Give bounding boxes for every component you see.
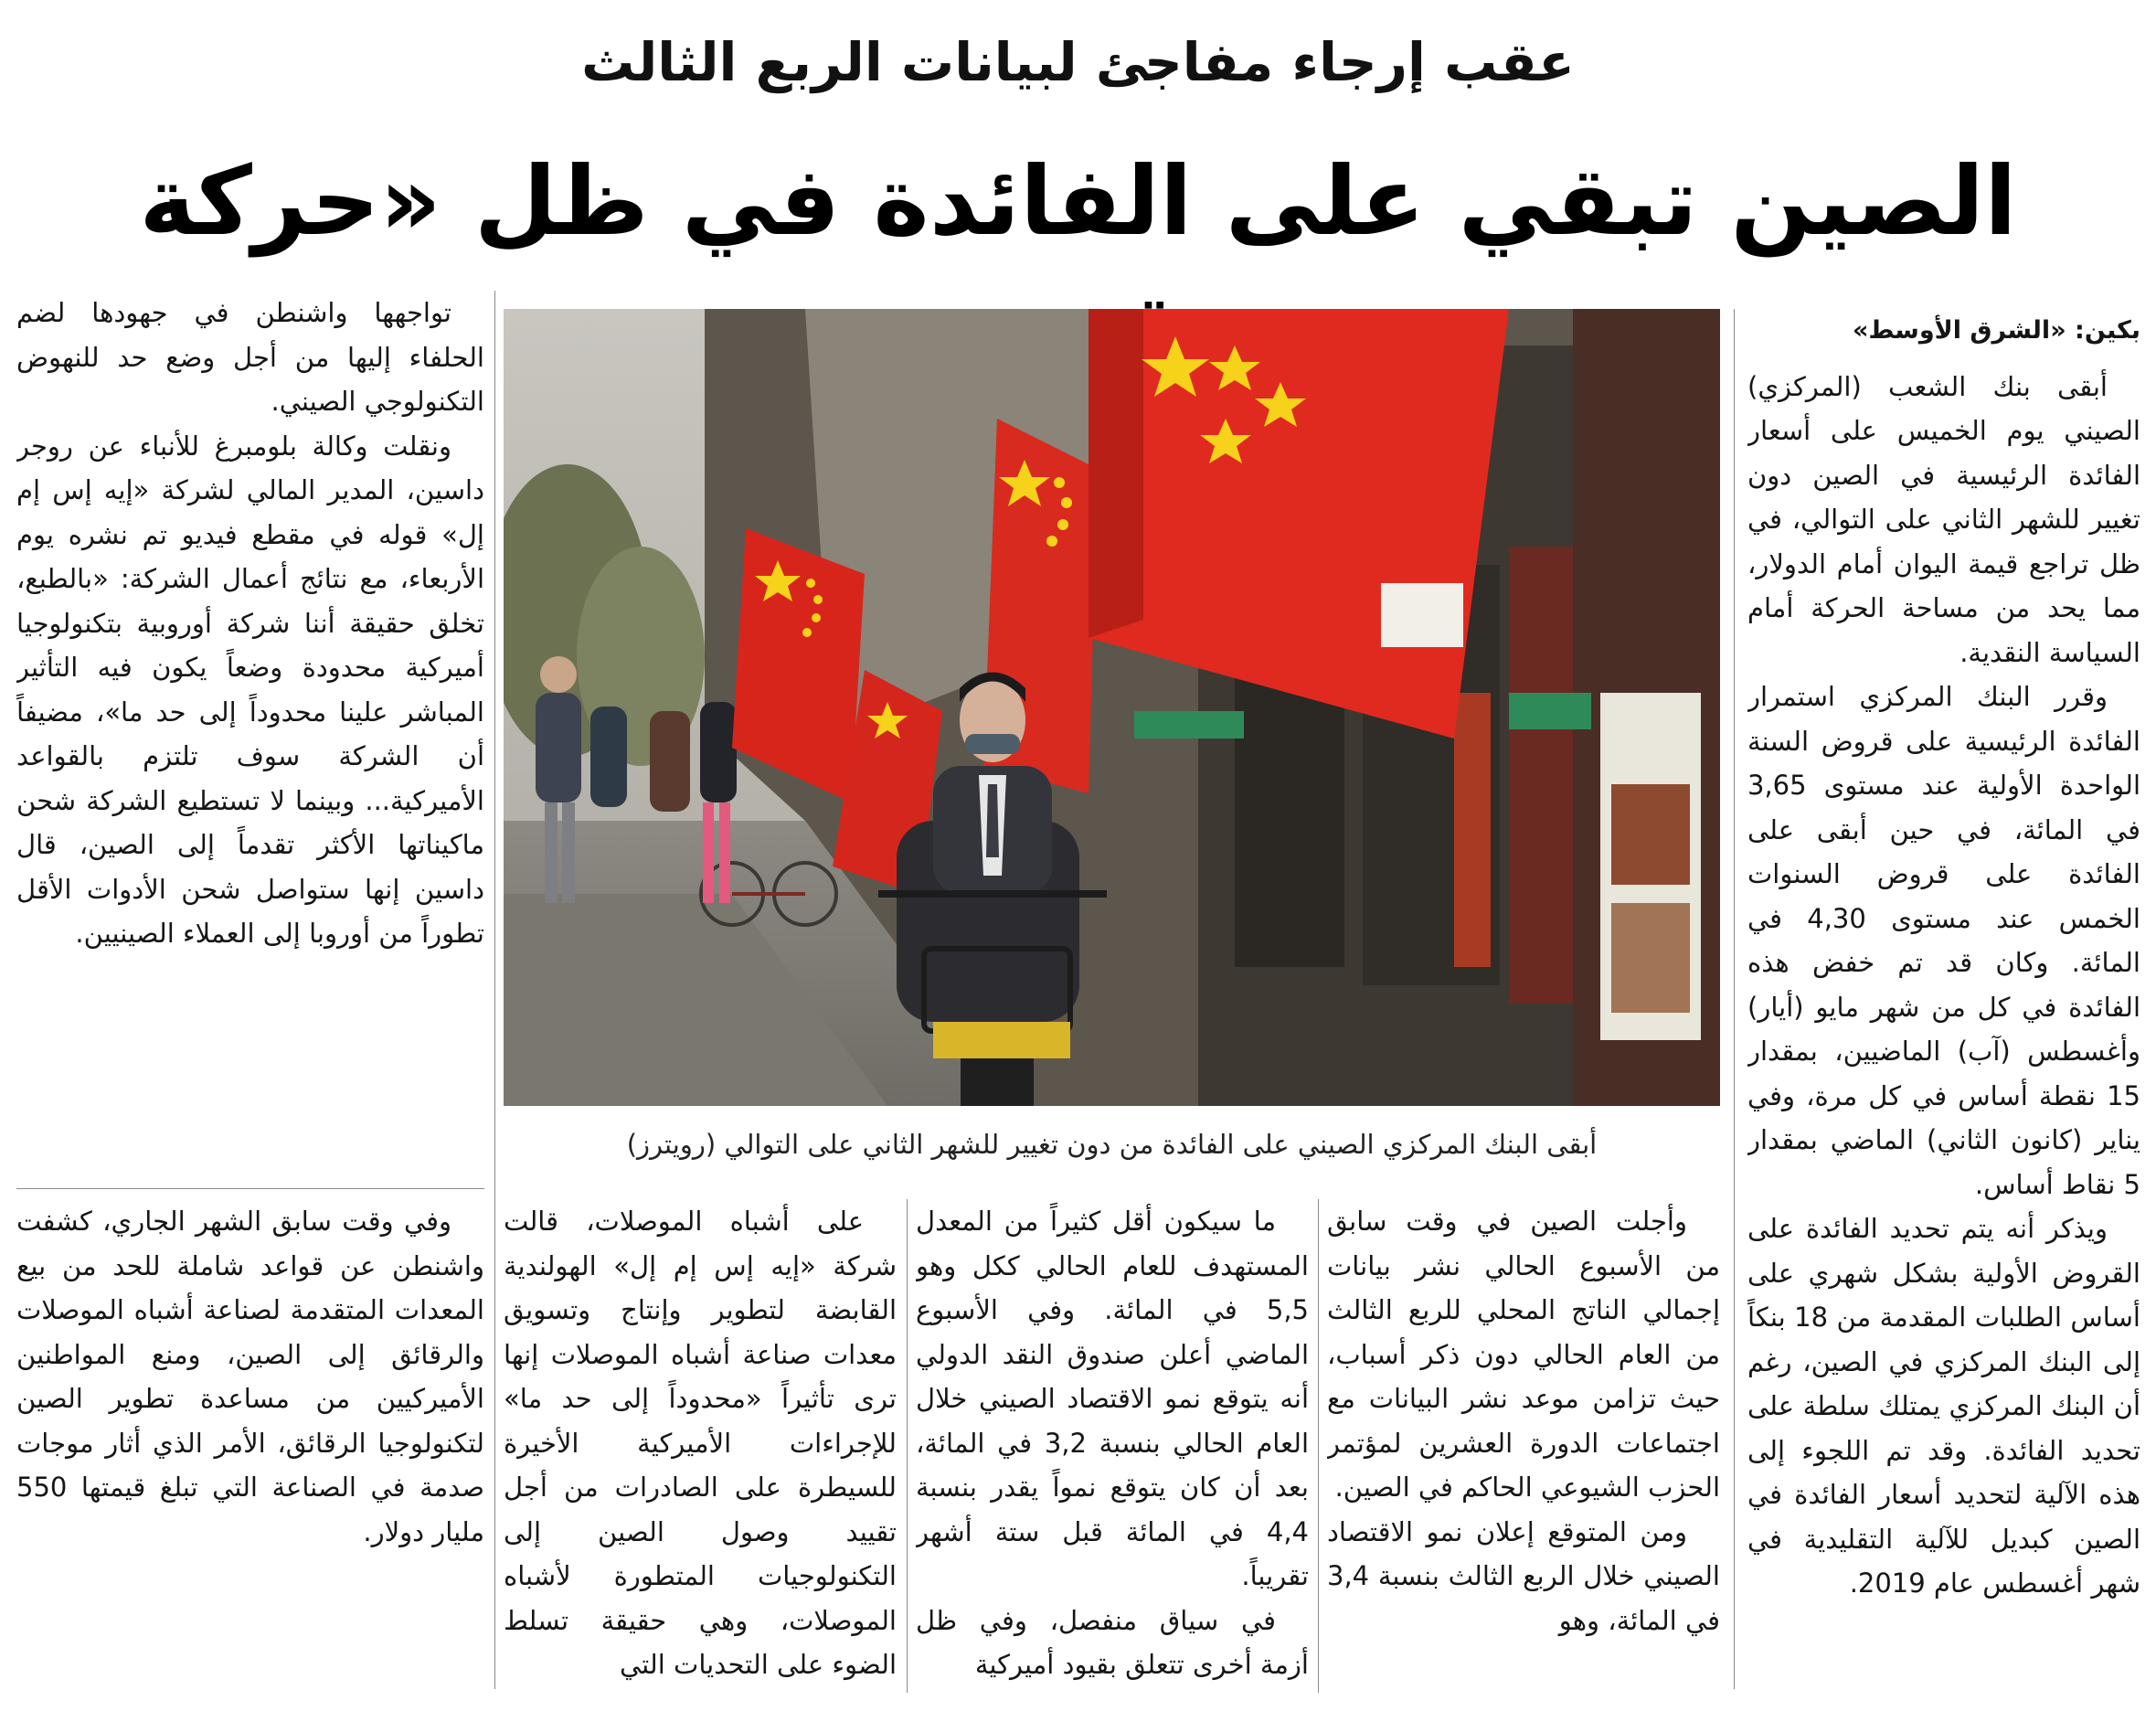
column-rule — [907, 1199, 908, 1693]
paragraph: وأجلت الصين في وقت سابق من الأسبوع الحالي نشر بيانات إجمالي الناتج المحلي للربع الثالث من العام الحالي دون ذكر أسباب، حيث تزامن موعد نشر البيانات مع اجتماعات الدورة العشرين لمؤتمر الحزب الشيوعي الحاكم في الصين. — [1327, 1206, 1720, 1503]
article-column-bottom-4 — [16, 1199, 484, 1693]
paragraph: وفي وقت سابق الشهر الجاري، كشفت واشنطن عن قواعد شاملة للحد من بيع المعدات المتقدمة لصناعة أشباه الموصلات والرقائق إلى الصين، ومنع المواطنين الأميركيين من مساعدة تطوير الصين لتكنولوجيا الرقائق، الأمر الذي أثار موجات صدمة في الصناعة التي تبلغ قيمتها 550 مليار دولار. — [16, 1206, 484, 1547]
paragraph: في سياق منفصل، وفي ظل أزمة أخرى تتعلق بقيود أميركية — [916, 1604, 1309, 1680]
article-column-bottom-1 — [1327, 1199, 1720, 1693]
paragraph: ما سيكون أقل كثيراً من المعدل المستهدف للعام الحالي ككل وهو 5,5 في المائة. وفي الأسبوع الماضي أعلن صندوق النقد الدولي أنه يتوقع نمو الاقتصاد الصيني خلال العام الحالي بنسبة 3,2 في المائة، بعد أن كان يتوقع نمواً يقدر بنسبة 4,4 في المائة قبل ستة أشهر تقريباً. — [916, 1206, 1309, 1591]
section-rule — [16, 1188, 484, 1189]
main-headline: الصين تبقي على الفائدة في ظل «حركة — [139, 145, 2017, 257]
article-column-right — [1747, 309, 2140, 1689]
paragraph: ويذكر أنه يتم تحديد الفائدة على القروض الأولية بشكل شهري على أساس الطلبات المقدمة من 18 بنكاً إلى البنك المركزي في الصين، رغم أن البنك المركزي يمتلك سلطة على تحديد الفائدة. وقد تم اللجوء إلى هذه الآلية لتحديد أسعار الفائدة في الصين كبديل للآلية التقليدية في شهر أغسطس عام 2019. — [1747, 1213, 2140, 1599]
street-scene-illustration — [504, 309, 1720, 1106]
news-photo — [504, 309, 1720, 1106]
paragraph: ومن المتوقع إعلان نمو الاقتصاد الصيني خلال الربع الثالث بنسبة 3,4 في المائة، وهو — [1327, 1515, 1720, 1636]
kicker-headline: عقب إرجاء مفاجئ لبيانات الربع الثالث — [581, 31, 1575, 93]
column-rule — [1318, 1199, 1319, 1693]
paragraph: أبقى بنك الشعب (المركزي) الصيني يوم الخميس على أسعار الفائدة الرئيسية في الصين دون تغيير للشهر الثاني على التوالي، في ظل تراجع قيمة اليوان أمام الدولار، مما يحد من مساحة الحركة أمام السياسة النقدية. — [1747, 370, 2140, 668]
dateline: بكين: «الشرق الأوسط» — [1852, 316, 2140, 345]
article-column-bottom-3 — [504, 1199, 897, 1693]
column-rule — [1734, 309, 1735, 1689]
paragraph: ونقلت وكالة بلومبرغ للأنباء عن روجر داسين، المدير المالي لشركة «إيه إس إم إل» قوله في مقطع فيديو تم نشره يوم الأربعاء، مع نتائج أعمال الشركة: «بالطبع، تخلق حقيقة أننا شركة أوروبية بتكنولوجيا أميركية محدودة وضعاً يكون فيه التأثير المباشر علينا محدوداً إلى حد ما»، مضيفاً أن الشركة سوف تلتزم بالقواعد الأميركية... وبينما لا تستطيع الشركة شحن ماكيناتها الأكثر تقدماً إلى الصين، قال داسين إنها ستواصل شحن الأدوات الأقل تطوراً من أوروبا إلى العملاء الصينيين. — [16, 430, 484, 949]
article-column-bottom-2 — [916, 1199, 1309, 1693]
column-rule — [494, 291, 495, 1689]
paragraph: على أشباه الموصلات، قالت شركة «إيه إس إم إل» الهولندية القابضة لتطوير وإنتاج وتسويق معدات صناعة أشباه الموصلات إنها ترى تأثيراً «محدوداً إلى حد ما» للإجراءات الأميركية الأخيرة للسيطرة على الصادرات من أجل تقييد وصول الصين إلى التكنولوجيات المتطورة لأشباه الموصلات، وهي حقيقة تسلط الضوء على التحديات التي — [504, 1206, 897, 1680]
paragraph: وقرر البنك المركزي استمرار الفائدة الرئيسية على قروض السنة الواحدة الأولية عند مستوى 3,65 في المائة، في حين أبقى على الفائدة على قروض السنوات الخمس عند مستوى 4,30 في المائة. وكان قد تم خفض هذه الفائدة في كل من شهر مايو (أيار) وأغسطس (آب) الماضيين، بمقدار 15 نقطة أساس في كل مرة، وفي يناير (كانون الثاني) الماضي بمقدار 5 نقاط أساس. — [1747, 681, 2140, 1200]
paragraph: تواجهها واشنطن في جهودها لضم الحلفاء إليها من أجل وضع حد للنهوض التكنولوجي الصيني. — [16, 297, 484, 417]
photo-caption: أبقى البنك المركزي الصيني على الفائدة من دون تغيير للشهر الثاني على التوالي (رويترز) — [626, 1129, 1598, 1160]
article-column-left — [16, 291, 484, 1186]
